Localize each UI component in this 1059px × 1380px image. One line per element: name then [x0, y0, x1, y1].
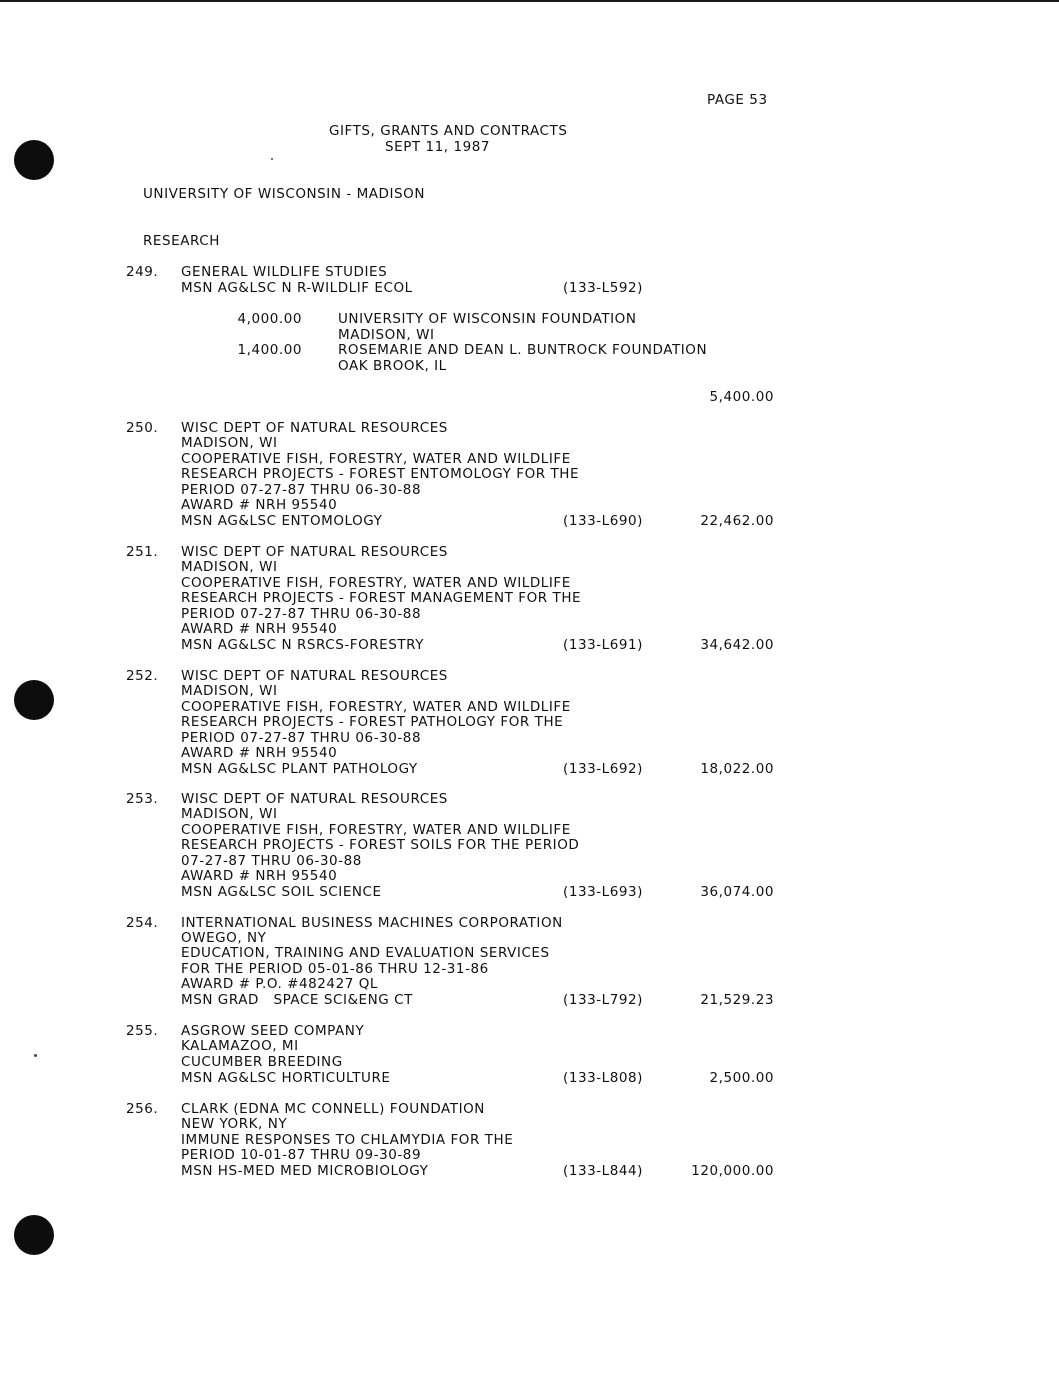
entry-line: WISC DEPT OF NATURAL RESOURCES	[181, 420, 448, 436]
entry-account: (133-L792)	[563, 992, 643, 1008]
punch-hole-top	[14, 140, 54, 180]
entry-total: 5,400.00	[709, 389, 774, 405]
entry-line: EDUCATION, TRAINING AND EVALUATION SERVICES	[181, 945, 550, 961]
entry-line: RESEARCH PROJECTS - FOREST PATHOLOGY FOR THE	[181, 714, 564, 730]
entry-account: (133-L690)	[563, 513, 643, 529]
entry-line: RESEARCH PROJECTS - FOREST SOILS FOR THE PERIOD	[181, 837, 580, 853]
entry-line: WISC DEPT OF NATURAL RESOURCES	[181, 668, 448, 684]
entry-line: NEW YORK, NY	[181, 1116, 288, 1132]
entry-line: COOPERATIVE FISH, FORESTRY, WATER AND WILDLIFE	[181, 451, 571, 467]
entry-line: WISC DEPT OF NATURAL RESOURCES	[181, 544, 448, 560]
gift-amount: 1,400.00	[237, 342, 302, 358]
entry-line: MADISON, WI	[181, 435, 278, 451]
entry-line: COOPERATIVE FISH, FORESTRY, WATER AND WILDLIFE	[181, 699, 571, 715]
entry-amount: 36,074.00	[700, 884, 774, 900]
entry-department: MSN AG&LSC HORTICULTURE	[181, 1070, 391, 1086]
entry-line: MADISON, WI	[181, 559, 278, 575]
entry-line: FOR THE PERIOD 05-01-86 THRU 12-31-86	[181, 961, 489, 977]
entry-line: AWARD # NRH 95540	[181, 497, 338, 513]
institution-name: UNIVERSITY OF WISCONSIN - MADISON	[143, 186, 425, 202]
entry-department: MSN HS-MED MED MICROBIOLOGY	[181, 1163, 429, 1179]
entry-department: MSN AG&LSC SOIL SCIENCE	[181, 884, 382, 900]
document-date: SEPT 11, 1987	[385, 139, 491, 155]
entry-line: OWEGO, NY	[181, 930, 267, 946]
entry-line: WISC DEPT OF NATURAL RESOURCES	[181, 791, 448, 807]
entry-line: CLARK (EDNA MC CONNELL) FOUNDATION	[181, 1101, 485, 1117]
entry-line: PERIOD 07-27-87 THRU 06-30-88	[181, 482, 422, 498]
entry-account: (133-L693)	[563, 884, 643, 900]
entry-line: MADISON, WI	[181, 683, 278, 699]
entry-account: (133-L808)	[563, 1070, 643, 1086]
entry-account: (133-L844)	[563, 1163, 643, 1179]
entry-amount: 120,000.00	[691, 1163, 774, 1179]
entry-number: 252.	[126, 668, 159, 684]
gift-donor: UNIVERSITY OF WISCONSIN FOUNDATION	[338, 311, 637, 327]
document-title: GIFTS, GRANTS AND CONTRACTS	[329, 123, 568, 139]
entry-line: PERIOD 10-01-87 THRU 09-30-89	[181, 1147, 422, 1163]
entry-line: GENERAL WILDLIFE STUDIES	[181, 264, 388, 280]
entry-line: RESEARCH PROJECTS - FOREST ENTOMOLOGY FOR THE	[181, 466, 580, 482]
entry-number: 254.	[126, 915, 159, 931]
entry-line: AWARD # NRH 95540	[181, 745, 338, 761]
entry-line: ASGROW SEED COMPANY	[181, 1023, 365, 1039]
entry-number: 250.	[126, 420, 159, 436]
punch-hole-middle	[14, 680, 54, 720]
entry-amount: 18,022.00	[700, 761, 774, 777]
entry-department: MSN AG&LSC N RSRCS-FORESTRY	[181, 637, 425, 653]
scan-speck	[271, 158, 273, 160]
entry-line: COOPERATIVE FISH, FORESTRY, WATER AND WILDLIFE	[181, 822, 571, 838]
gift-donor-location: OAK BROOK, IL	[338, 358, 447, 374]
entry-line: KALAMAZOO, MI	[181, 1038, 299, 1054]
entry-line: INTERNATIONAL BUSINESS MACHINES CORPORATION	[181, 915, 563, 931]
entry-line: RESEARCH PROJECTS - FOREST MANAGEMENT FOR THE	[181, 590, 582, 606]
scan-top-edge	[0, 0, 1059, 2]
entry-department: MSN AG&LSC N R-WILDLIF ECOL	[181, 280, 413, 296]
entry-amount: 34,642.00	[700, 637, 774, 653]
entry-number: 255.	[126, 1023, 159, 1039]
entry-department: MSN AG&LSC ENTOMOLOGY	[181, 513, 383, 529]
entry-account: (133-L692)	[563, 761, 643, 777]
entry-line: AWARD # NRH 95540	[181, 868, 338, 884]
entry-line: AWARD # P.O. #482427 QL	[181, 976, 378, 992]
punch-hole-bottom	[14, 1215, 54, 1255]
entry-department: MSN AG&LSC PLANT PATHOLOGY	[181, 761, 418, 777]
page-number: PAGE 53	[707, 92, 768, 108]
entry-number: 251.	[126, 544, 159, 560]
gift-amount: 4,000.00	[237, 311, 302, 327]
entry-number: 249.	[126, 264, 159, 280]
entry-account: (133-L691)	[563, 637, 643, 653]
entry-line: PERIOD 07-27-87 THRU 06-30-88	[181, 606, 422, 622]
entry-line: MADISON, WI	[181, 806, 278, 822]
section-heading: RESEARCH	[143, 233, 220, 249]
entry-line: IMMUNE RESPONSES TO CHLAMYDIA FOR THE	[181, 1132, 514, 1148]
entry-amount: 21,529.23	[700, 992, 774, 1008]
entry-line: AWARD # NRH 95540	[181, 621, 338, 637]
entry-line: CUCUMBER BREEDING	[181, 1054, 343, 1070]
entry-number: 253.	[126, 791, 159, 807]
gift-donor-location: MADISON, WI	[338, 327, 435, 343]
entry-amount: 2,500.00	[709, 1070, 774, 1086]
scan-speck	[34, 1054, 37, 1057]
entry-line: PERIOD 07-27-87 THRU 06-30-88	[181, 730, 422, 746]
gift-donor: ROSEMARIE AND DEAN L. BUNTROCK FOUNDATION	[338, 342, 708, 358]
entry-account: (133-L592)	[563, 280, 643, 296]
entry-department: MSN GRAD SPACE SCI&ENG CT	[181, 992, 413, 1008]
entry-line: COOPERATIVE FISH, FORESTRY, WATER AND WILDLIFE	[181, 575, 571, 591]
entry-amount: 22,462.00	[700, 513, 774, 529]
entry-line: 07-27-87 THRU 06-30-88	[181, 853, 362, 869]
entry-number: 256.	[126, 1101, 159, 1117]
